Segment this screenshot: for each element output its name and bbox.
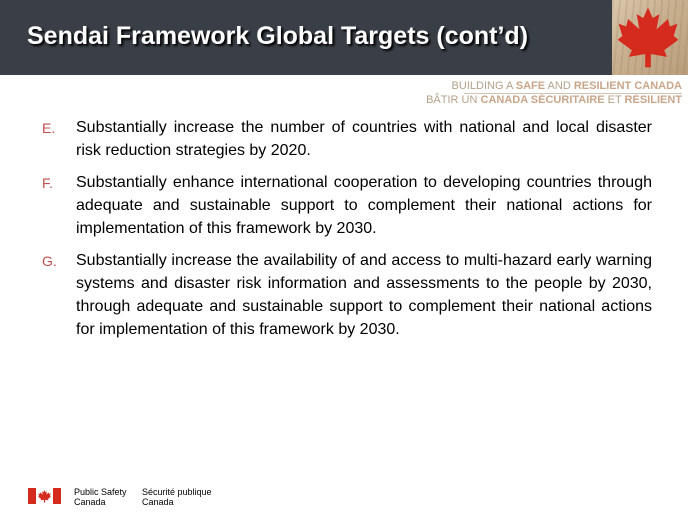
- targets-list: [42, 116, 652, 350]
- list-item-text: Substantially increase the availability of and access to multi-hazard early warning systems and disaster risk information and assessments to the people by 2030, through adequate and sustainable support to complement their national actions for implementation of this framework by 2030.: [76, 252, 652, 338]
- tagline-en-safe: SAFE: [515, 80, 546, 92]
- list-item-letter: F.: [42, 175, 53, 191]
- tagline-en-and: AND: [545, 80, 574, 92]
- list-item-text: Substantially increase the number of countries with national and local disaster risk reduction strategies by 2020.: [76, 119, 652, 159]
- list-item: [42, 249, 652, 341]
- list-item-letter: G.: [42, 253, 57, 269]
- title-bar: [0, 0, 612, 75]
- footer-french-name: [142, 487, 212, 507]
- list-item-letter: E.: [42, 120, 56, 136]
- list-item-text: Substantially enhance international cooperation to developing countries through adequate and sustainable support to complement their national actions for implementation of this framework by 2030.: [76, 174, 652, 237]
- tagline-divider: [464, 93, 682, 94]
- tagline-fr-resilient: RÉSILIENT: [624, 94, 682, 106]
- tagline-fr: [426, 93, 682, 107]
- maple-leaf-on-wood-icon: [612, 0, 688, 75]
- tagline-fr-et: ET: [604, 94, 625, 106]
- tagline-en-prefix: BUILDING A: [451, 80, 516, 92]
- canada-flag-icon: [28, 488, 61, 504]
- tagline-fr-canada: CANADA SÉCURITAIRE: [480, 94, 605, 106]
- tagline-en-resilient: RESILIENT CANADA: [573, 80, 682, 92]
- footer-fr-line1: Sécurité publique: [142, 487, 212, 497]
- footer-fr-line2: Canada: [142, 497, 174, 507]
- footer-english-name: [74, 487, 127, 507]
- slide-title: Sendai Framework Global Targets (cont’d): [27, 22, 529, 50]
- list-item: [42, 171, 652, 240]
- tagline-fr-prefix: BÂTIR UN: [426, 94, 481, 106]
- tagline-en: [426, 79, 682, 93]
- footer-en-line2: Canada: [74, 497, 106, 507]
- footer-en-line1: Public Safety: [74, 487, 127, 497]
- list-item: [42, 116, 652, 162]
